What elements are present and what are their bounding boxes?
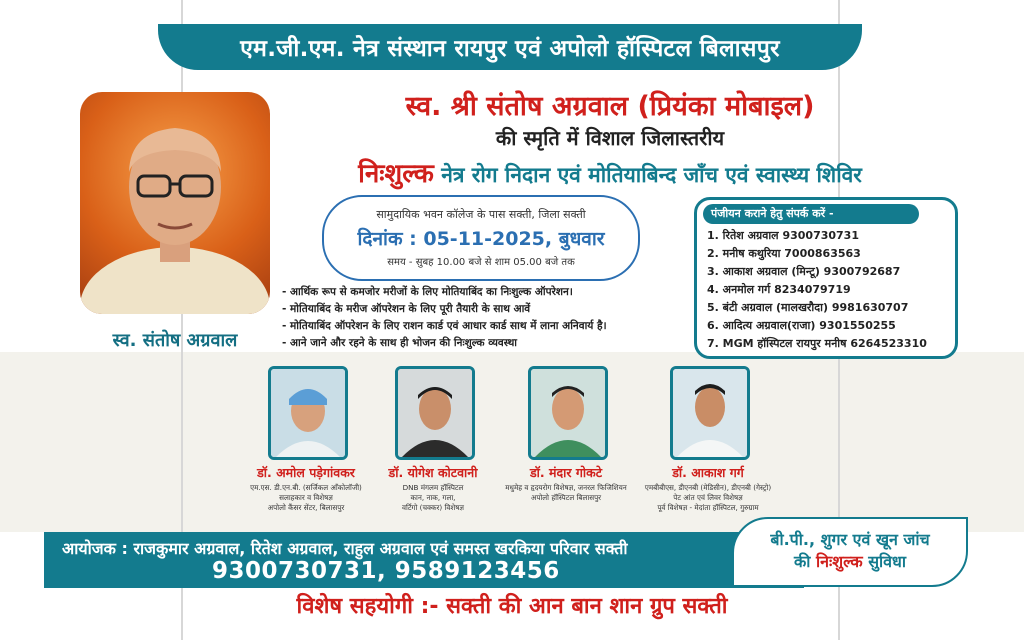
doctor-avatar-icon (673, 369, 747, 457)
doctor-avatar-icon (398, 369, 472, 457)
doctor-photo (528, 366, 608, 460)
venue-address: सामुदायिक भवन कॉलेज के पास सक्ती, जिला सक्ती (376, 208, 586, 221)
registration-contact-box (694, 197, 958, 359)
doctor-qual-line: मधुमेह व हृदयरोग विशेषज्ञ, जनरल फिजिशियन (505, 483, 627, 492)
doctor-qual-line: एम.एस. डी.एन.बी. (सर्जिकल ऑंकोलॉजी) (250, 483, 362, 492)
organizers-bar (44, 532, 804, 588)
doctor-avatar-icon (271, 369, 345, 457)
free-test-prefix: की (793, 552, 811, 571)
contact-heading: पंजीयन कराने हेतु संपर्क करें - (703, 204, 919, 224)
doctor-qual-line: सलाहकार व विशेषज्ञ (279, 493, 333, 502)
person-portrait-illustration (80, 92, 270, 314)
organizers-line: आयोजक : राजकुमार अग्रवाल, रितेश अग्रवाल, राहुल अग्रवाल एवं समस्त खरकिया परिवार सक्ती (62, 539, 628, 558)
doctor-qual-line: पेट आंत एवं लिवर विशेषज्ञ (673, 493, 743, 502)
free-test-line2 (734, 551, 966, 573)
special-supporter: विशेष सहयोगी :- सक्ती की आन बान शान ग्रुप सक्ती (296, 594, 728, 619)
contact-item: 3. आकाश अग्रवाल (मिन्टू) 9300792687 (707, 265, 901, 278)
doctor-photo (670, 366, 750, 460)
camp-point: - मोतियाबिंद के मरीज ऑपरेशन के लिए पूरी तैयारी के साथ आवें (282, 303, 531, 315)
doctor-name: डॉ. मंदार गोकटे (529, 465, 602, 480)
camp-point: - आर्थिक रूप से कमजोर मरीजों के लिए मोतियाबिंद का निःशुल्क ऑपरेशन। (282, 286, 573, 298)
venue-box (322, 195, 640, 281)
doctor-qual-line: कान, नाक, गला, (410, 493, 456, 502)
memorial-subtitle: की स्मृति में विशाल जिलास्तरीय (495, 126, 725, 150)
camp-title (280, 154, 940, 190)
institution-banner: एम.जी.एम. नेत्र संस्थान रायपुर एवं अपोलो हॉस्पिटल बिलासपुर (158, 24, 862, 70)
contact-item: 1. रितेश अग्रवाल 9300730731 (707, 229, 859, 242)
camp-title-text: नेत्र रोग निदान एवं मोतियाबिन्द जाँच एवं स्वास्थ्य शिविर (441, 163, 862, 187)
doctor-qual-line: अपोलो हॉस्पिटल बिलासपुर (530, 493, 602, 502)
doctor-qual-line: अपोलो कैंसर सेंटर, बिलासपुर (267, 503, 345, 512)
contact-list (707, 227, 927, 353)
memorial-name: स्व. श्री संतोष अग्रवाल (प्रियंका मोबाइल) (405, 91, 815, 122)
doctor-qual-line: वर्टिगो (चक्कर) विशेषज्ञ (401, 503, 464, 512)
contact-item: 4. अनमोल गर्ग 8234079719 (707, 283, 851, 296)
camp-points-list (282, 284, 682, 352)
free-test-line1: बी.पी., शुगर एवं खून जांच (770, 530, 930, 549)
contact-item: 5. बंटी अग्रवाल (मालखरौदा) 9981630707 (707, 301, 909, 314)
doctor-name: डॉ. आकाश गर्ग (672, 465, 744, 480)
free-test-box (732, 517, 968, 587)
venue-time: समय - सुबह 10.00 बजे से शाम 05.00 बजे तक (387, 257, 575, 268)
doctor-qual-line: DNB मंगलम हॉस्पिटल (402, 483, 464, 492)
doctor-name: डॉ. अमोल पड़ेगांवकर (257, 465, 355, 480)
doctor-qualification (623, 483, 793, 513)
doctor-qual-line: पूर्व विशेषज्ञ - मेदांता हॉस्पिटल, गुरुग्राम (657, 503, 759, 512)
camp-point: - आने जाने और रहने के साथ ही भोजन की निःशुल्क व्यवस्था (282, 337, 518, 349)
free-test-suffix: सुविधा (868, 552, 907, 571)
doctor-photo (395, 366, 475, 460)
camp-point: - मोतियाबिंद ऑपरेशन के लिए राशन कार्ड एवं आधार कार्ड साथ में लाना अनिवार्य है। (282, 320, 607, 332)
contact-item: 6. आदित्य अग्रवाल(राजा) 9301550255 (707, 319, 896, 332)
venue-date: दिनांक : 05-11-2025, बुधवार (357, 228, 605, 250)
camp-free-label: निःशुल्क (358, 159, 434, 189)
free-test-free-label: निःशुल्क (815, 552, 863, 571)
doctor-avatar-icon (531, 369, 605, 457)
contact-item: 7. MGM हॉस्पिटल रायपुर मनीष 6264523310 (707, 337, 927, 350)
contact-item: 2. मनीष कथुरिया 7000863563 (707, 247, 861, 260)
portrait-caption: स्व. संतोष अग्रवाल (112, 330, 238, 351)
organizers-phones: 9300730731, 9589123456 (212, 558, 560, 584)
doctor-qual-line: एमबीबीएस, डीएनबी (मेडिसीन), डीएनबी (गेस्ट्रो) (644, 483, 772, 492)
memorial-portrait (80, 92, 270, 314)
doctor-photo (268, 366, 348, 460)
doctor-name: डॉ. योगेश कोटवानी (388, 465, 478, 480)
